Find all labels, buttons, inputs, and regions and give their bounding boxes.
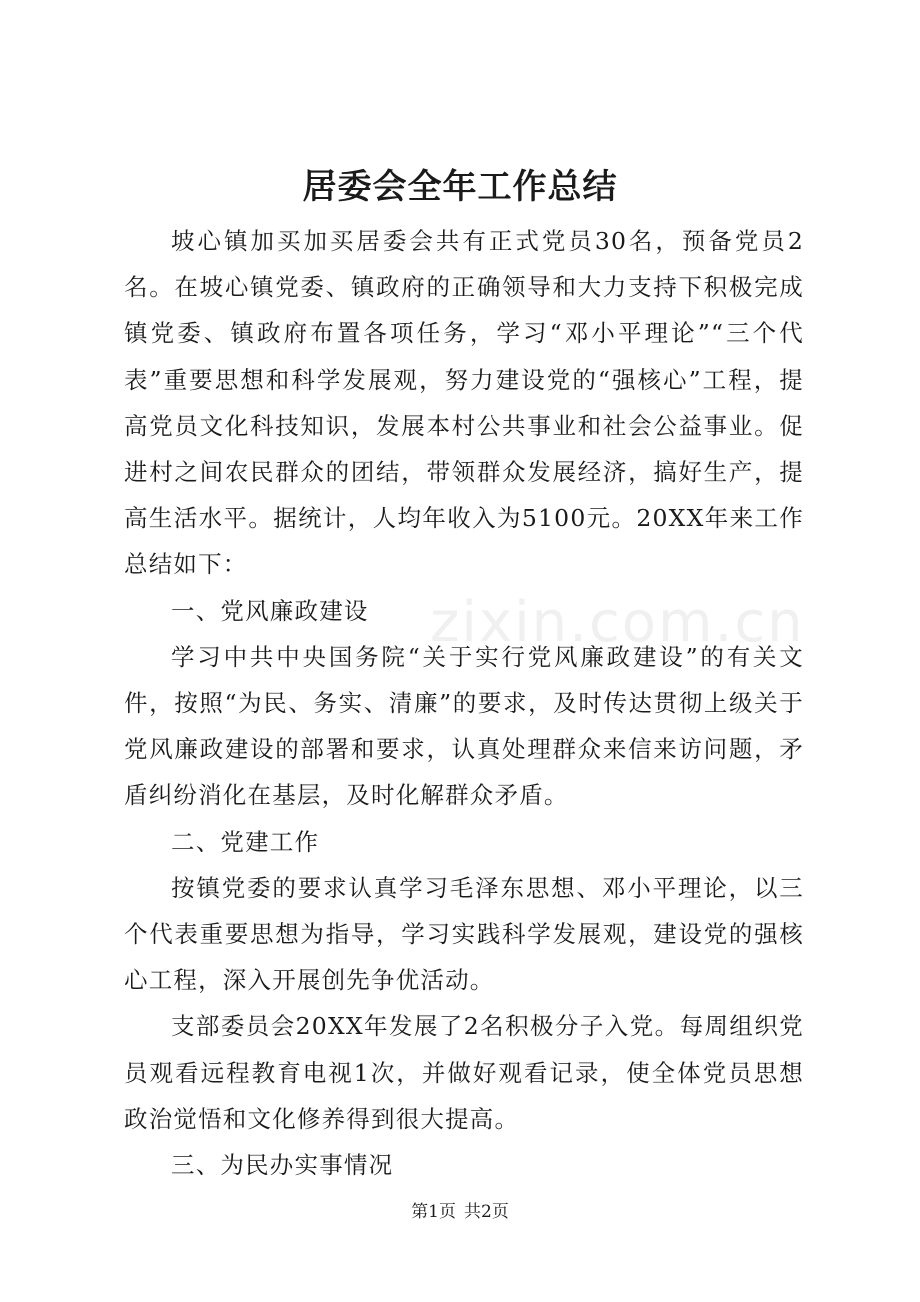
document-body [124, 218, 804, 1188]
section-2-paragraph-2: 支部委员会20XX年发展了2名积极分子入党。每周组织党员观看远程教育电视1次，并做好观看记录，使全体党员思想政治觉悟和文化修养得到很大提高。 [124, 1012, 804, 1133]
page-footer [0, 1200, 920, 1224]
document-title: 居委会全年工作总结 [302, 167, 618, 207]
page-total: 共2页 [464, 1202, 509, 1222]
section-2-paragraph-1: 按镇党委的要求认真学习毛泽东思想、邓小平理论，以三个代表重要思想为指导，学习实践科学发展观，建设党的强核心工程，深入开展创先争优活动。 [124, 873, 804, 995]
page-number: 第1页 [411, 1202, 456, 1222]
section-1-paragraph: 学习中共中央国务院“关于实行党风廉政建设”的有关文件，按照“为民、务实、清廉”的要求，及时传达贯彻上级关于党风廉政建设的部署和要求，认真处理群众来信来访问题，矛盾纠纷消化在基层，及时化解群众矛盾。 [124, 642, 804, 810]
section-heading-2: 二、党建工作 [171, 827, 320, 856]
section-heading-1: 一、党风廉政建设 [171, 596, 369, 625]
watermark: zixin.com.cn [430, 590, 805, 655]
section-heading-3: 三、为民办实事情况 [171, 1151, 394, 1180]
intro-paragraph: 坡心镇加买加买居委会共有正式党员30名，预备党员2名。在坡心镇党委、镇政府的正确领导和大力支持下积极完成镇党委、镇政府布置各项任务，学习“邓小平理论”“三个代表”重要思想和科学发展观，努力建设党的“强核心”工程，提高党员文化科技知识，发展本村公共事业和社会公益事业。促进村之间农民群众的团结，带领群众发展经济，搞好生产，提高生活水平。据统计，人均年收入为5100元。20XX年来工作总结如下： [124, 227, 804, 579]
